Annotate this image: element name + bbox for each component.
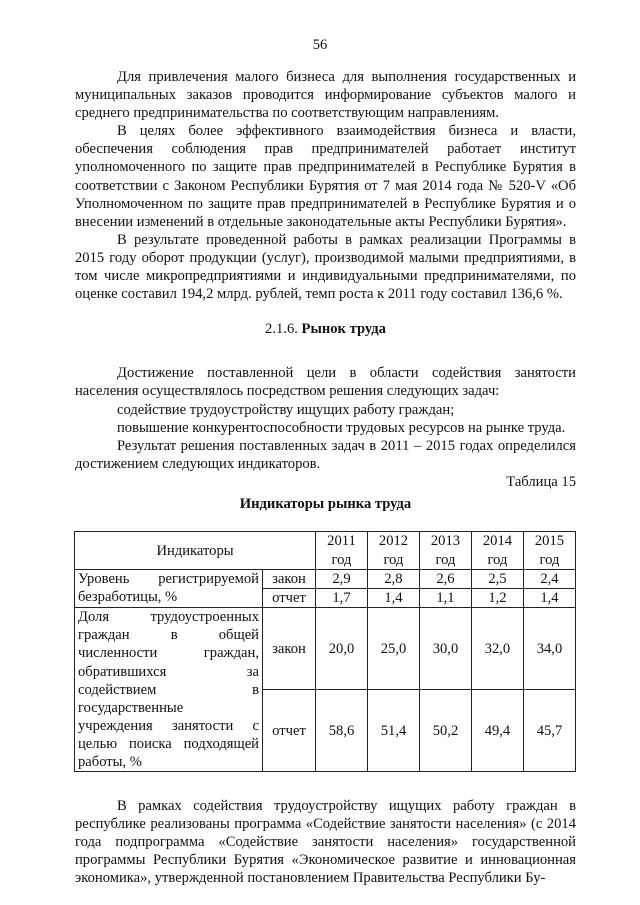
paragraph-indicators-intro: Результат решения поставленных задач в 2011 – 2015 годах определился достижением следующих индикаторов. xyxy=(75,437,576,472)
table-cell: 45,7 xyxy=(523,690,575,772)
paragraph-results: В результате проведенной работы в рамках реализации Программы в 2015 году оборот продукции (услуг), производимой малыми предприятиями, в том числе микропредприятиями и индивидуальными предпринимателями, по оценке составил 194,2 млрд. рублей, темп роста к 2011 году составил 136,6 %. xyxy=(75,231,576,303)
section-title: Рынок труда xyxy=(301,321,386,338)
table-cell: 1,4 xyxy=(523,589,575,608)
table-cell: 32,0 xyxy=(471,608,523,690)
paragraph-ombudsman: В целях более эффективного взаимодействия бизнеса и власти, обеспечения соблюдения прав предпринимателей работает институт уполномоченного по защите прав предпринимателей в Республике Бурятия в соответствии с Законом Республики Бурятия от 7 мая 2014 года № 520-V «Об Уполномоченном по защите прав предпринимателей в Республике Бурятия и о внесении изменений в отдельные законодательные акты Республики Бурятия». xyxy=(75,123,576,230)
header-year: 2013 год xyxy=(419,532,471,570)
table-cell: 25,0 xyxy=(368,608,420,690)
table-cell: 1,7 xyxy=(316,589,368,608)
table-cell: 1,4 xyxy=(368,589,420,608)
table-cell: 50,2 xyxy=(419,690,471,772)
section-number: 2.1.6. xyxy=(265,321,298,338)
header-year: 2015 год xyxy=(523,532,575,570)
header-year: 2011 год xyxy=(316,532,368,570)
indicator-name: Уровень регистрируемой безработицы, % xyxy=(75,570,263,608)
table-cell: 2,4 xyxy=(523,570,575,589)
header-indicators: Индикаторы xyxy=(75,532,316,570)
row-type-label: закон xyxy=(263,608,316,690)
header-year: 2014 год xyxy=(471,532,523,570)
paragraph-task-2: повышение конкурентоспособности трудовых ресурсов на рынке труда. xyxy=(117,419,566,436)
table-cell: 1,1 xyxy=(419,589,471,608)
table-cell: 34,0 xyxy=(523,608,575,690)
indicator-name: Доля трудоустроенных граждан в общей численности граждан, обратившихся за содействием в государственные учреждения занятости с целью поиска подходящей работы, % xyxy=(75,608,263,772)
table-cell: 51,4 xyxy=(368,690,420,772)
paragraph-small-business: Для привлечения малого бизнеса для выполнения государственных и муниципальных заказов проводится информирование субъектов малого и среднего предпринимательства по соответствующим направлениям. xyxy=(75,69,576,122)
row-type-label: отчет xyxy=(263,690,316,772)
header-year: 2012 год xyxy=(368,532,420,570)
paragraph-employment-program: В рамках содействия трудоустройству ищущих работу граждан в республике реализованы программа «Содействие занятости населения» (с 2014 года подпрограмма «Содействие занятости населения» государственной программы Республики Бурятия «Экономическое развитие и инновационная экономика», утвержденной постановлением Правительства Республики Бу- xyxy=(75,798,576,887)
table-cell: 2,8 xyxy=(368,570,420,589)
table-cell: 2,5 xyxy=(471,570,523,589)
table-header-row xyxy=(75,532,576,570)
paragraph-goal: Достижение поставленной цели в области содействия занятости населения осуществлялось посредством решения следующих задач: xyxy=(75,365,576,400)
paragraph-task-1: содействие трудоустройству ищущих работу граждан; xyxy=(117,401,455,418)
table-label: Таблица 15 xyxy=(506,473,576,490)
page-number: 56 xyxy=(312,37,328,53)
indicators-table xyxy=(74,531,576,772)
table-cell: 2,6 xyxy=(419,570,471,589)
table-row xyxy=(75,608,576,690)
document-body xyxy=(75,68,576,888)
row-type-label: отчет xyxy=(263,589,316,608)
row-type-label: закон xyxy=(263,570,316,589)
table-cell: 58,6 xyxy=(316,690,368,772)
section-heading xyxy=(75,320,576,338)
table-cell: 49,4 xyxy=(471,690,523,772)
table-title: Индикаторы рынка труда xyxy=(239,495,412,512)
table-cell: 2,9 xyxy=(316,570,368,589)
table-cell: 30,0 xyxy=(419,608,471,690)
table-cell: 20,0 xyxy=(316,608,368,690)
table-row xyxy=(75,570,576,589)
table-cell: 1,2 xyxy=(471,589,523,608)
